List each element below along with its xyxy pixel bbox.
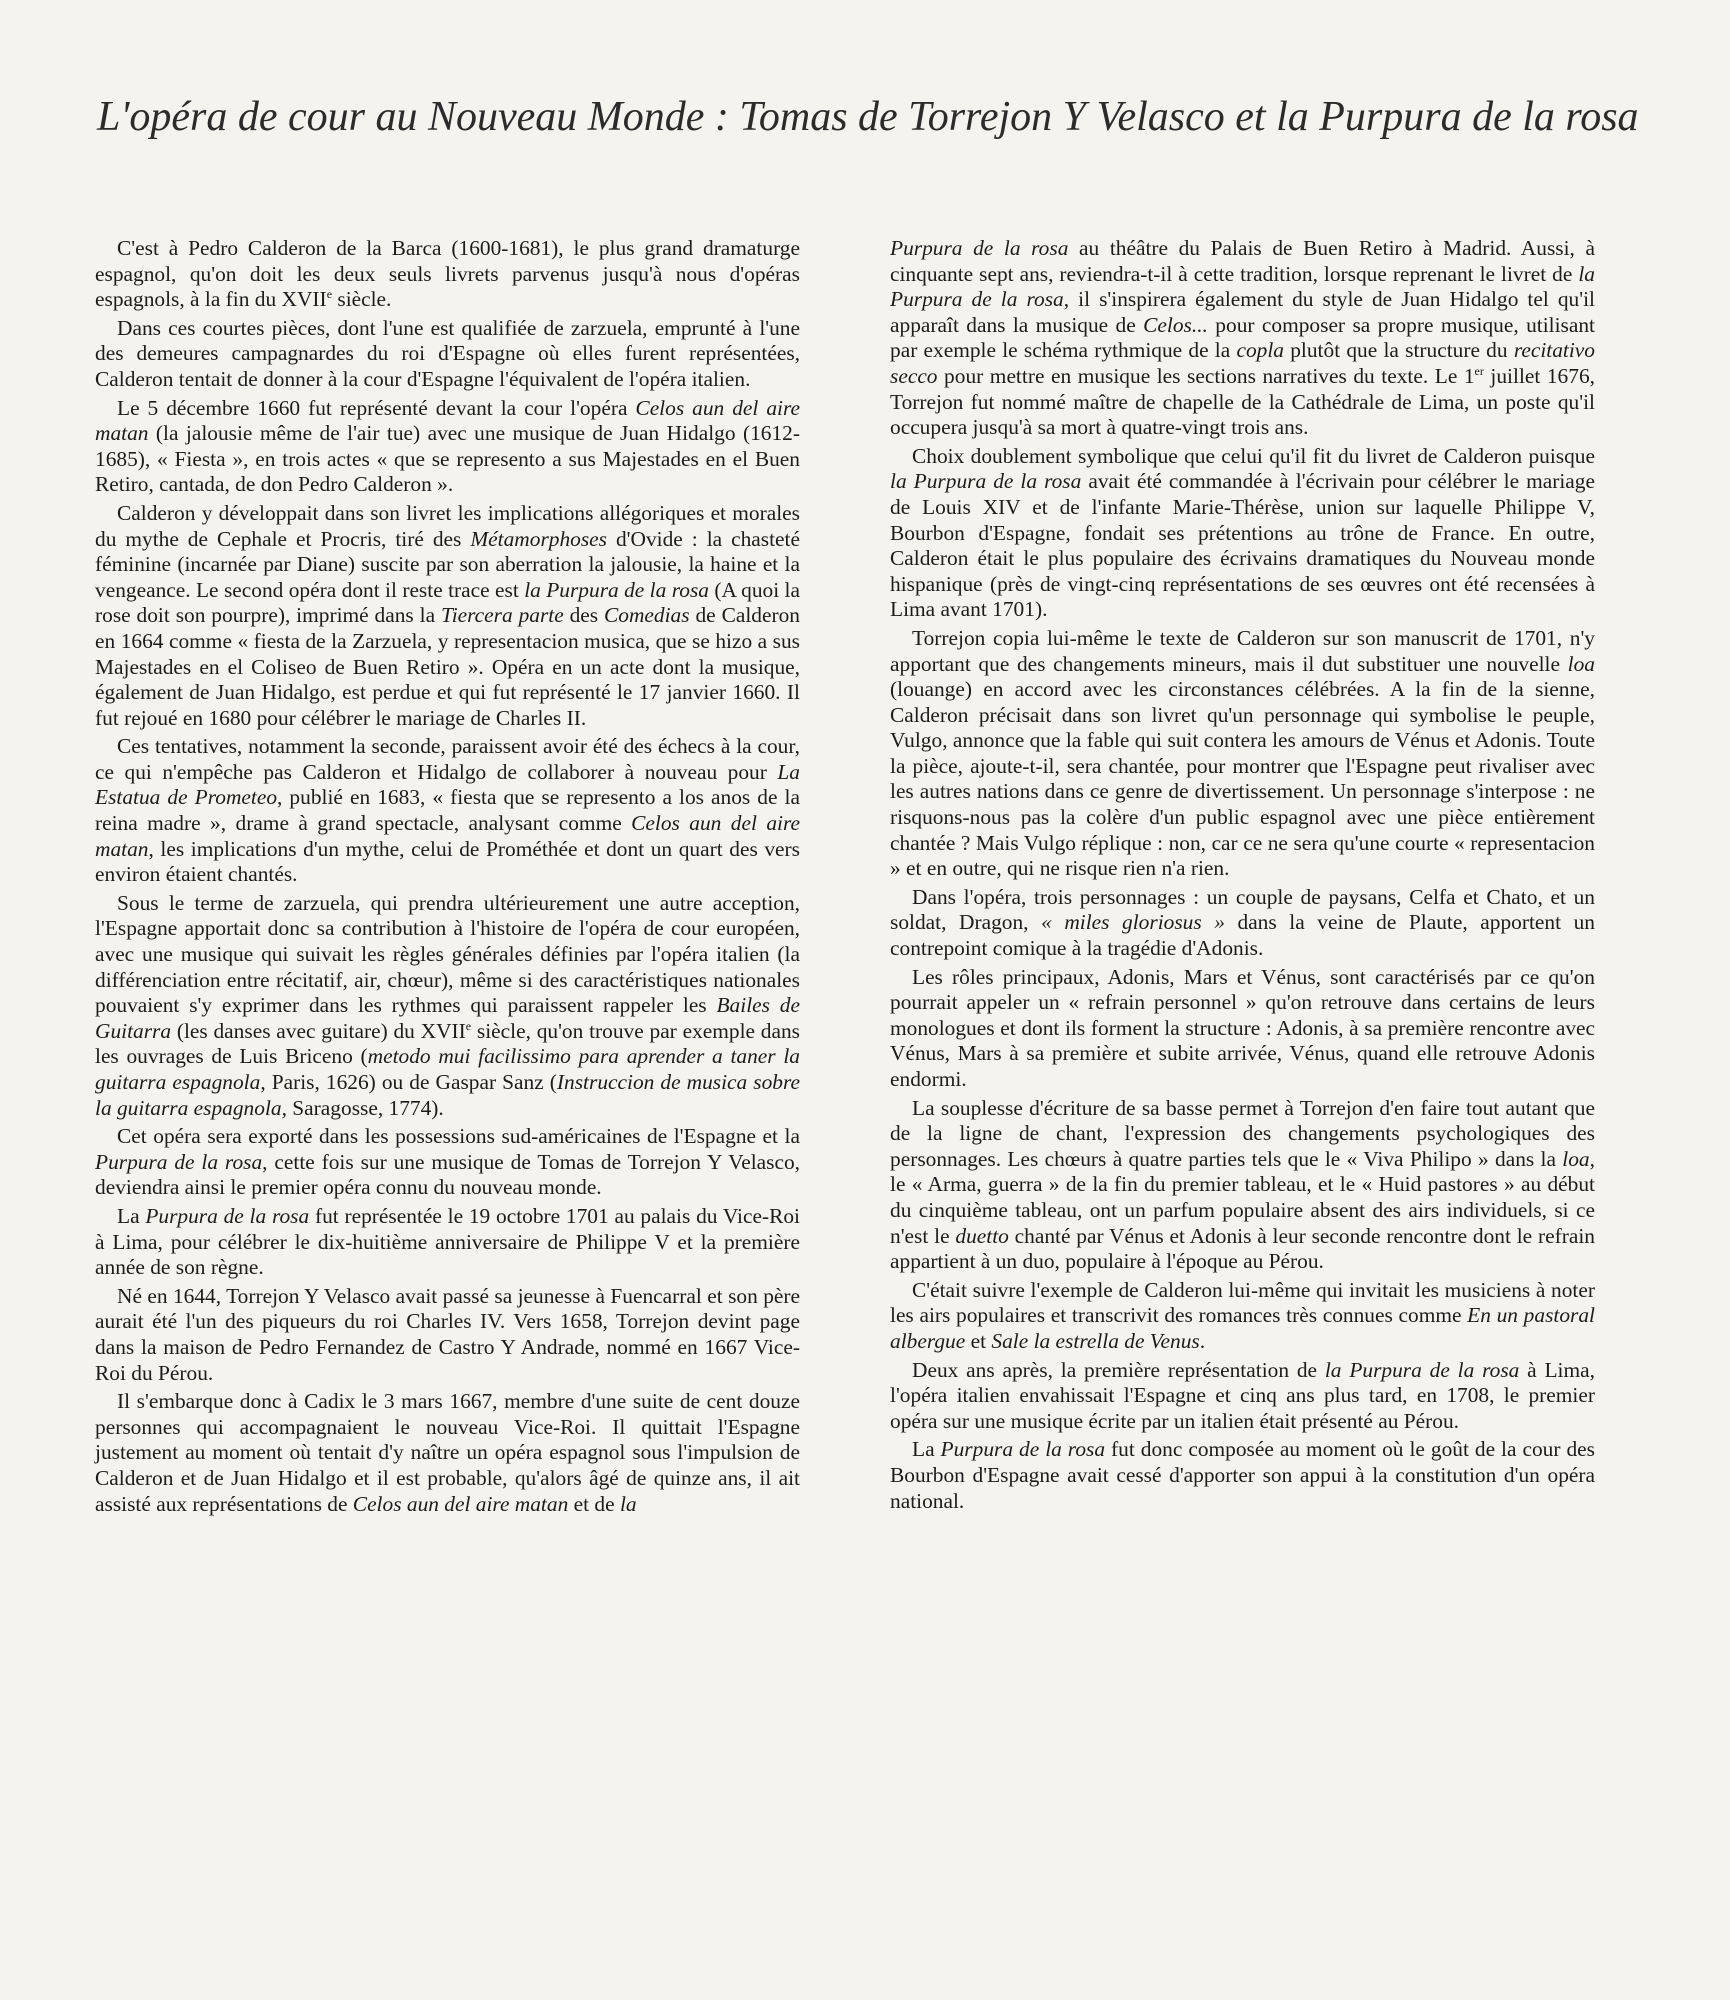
paragraph: [95, 734, 800, 888]
left-column: [95, 236, 800, 1520]
text-run: , cette fois sur une musique de Tomas de Torrejon Y Velasco, deviendra ainsi le premier opéra connu du nouveau monde.: [95, 1149, 800, 1200]
text-run: siècle.: [332, 287, 392, 312]
italic-text: Sale la estrella de Venus: [991, 1328, 1200, 1353]
italic-text: la Purpura de la rosa: [890, 469, 1082, 494]
paragraph: [890, 444, 1595, 623]
italic-text: Celos aun del aire matan: [95, 811, 800, 861]
text-run: juillet 1676, Torrejon fut nommé maître de chapelle de la Cathédrale de Lima, un poste qu'il occupera jusqu'à sa mort à quatre-vingt trois ans.: [890, 363, 1595, 440]
superscript: er: [1474, 363, 1484, 378]
paragraph: [890, 1358, 1595, 1435]
text-run: (les danses avec guitare) du XVII: [171, 1018, 466, 1043]
text-run: Dans ces courtes pièces, dont l'une est qualifiée de zarzuela, emprunté à l'une des demeures campagnardes du roi d'Espagne où elles furent représentées, Calderon tentait de donner à la cour d'Espagne l'équivalent de l'opéra italien.: [95, 315, 800, 391]
italic-text: la Purpura de la rosa: [890, 261, 1595, 312]
italic-text: Bailes de Guitarra: [95, 993, 800, 1043]
text-run: Deux ans après, la première représentation de: [912, 1357, 1325, 1382]
text-run: C'est à Pedro Calderon de la Barca (1600-1681), le plus grand dramaturge espagnol, qu'on doit les deux seuls livrets parvenus jusqu'à nous d'opéras espagnols, à la fin du XVII: [95, 236, 800, 312]
paragraph: [890, 885, 1595, 962]
paragraph: [890, 1278, 1595, 1355]
paragraph: [890, 1437, 1595, 1514]
italic-text: Purpura de la rosa: [95, 1149, 263, 1174]
text-run: Dans l'opéra, trois personnages : un couple de paysans, Celfa et Chato, et un soldat, Dragon,: [890, 884, 1595, 935]
text-run: Torrejon copia lui-même le texte de Calderon sur son manuscrit de 1701, n'y apportant que des changements mineurs, mais il dut substituer une nouvelle: [890, 625, 1595, 676]
italic-text: Comedias: [604, 603, 690, 628]
text-run: avait été commandée à l'écrivain pour célébrer le mariage de Louis XIV et de l'infante Marie-Thérèse, union sur laquelle Philippe V, Bourbon d'Espagne, fondait ses prétentions au trône de France. En outre, Calderon était le plus populaire des écrivains dramatiques du Nouveau monde hispanique (près de vingt-cinq représentations de ses œuvres ont été recensées à Lima avant 1701).: [890, 469, 1595, 622]
text-run: , publié en 1683, « fiesta que se represento a los anos de la reina madre », drame à grand spectacle, analysant comme: [95, 785, 800, 836]
text-run: siècle, qu'on trouve par exemple dans les ouvrages de Luis Briceno (: [95, 1018, 800, 1069]
text-run: Choix doublement symbolique que celui qu'il fit du livret de Calderon puisque: [912, 443, 1595, 468]
text-run: , le « Arma, guerra » de la fin du premier tableau, et le « Huid pastores » au début du cinquième tableau, ont un parfum populaire absent des airs individuels, si ce n'est le: [890, 1146, 1595, 1248]
paragraph: [95, 1204, 800, 1281]
italic-text: copla: [1236, 338, 1284, 363]
italic-text: metodo mui facilissimo para aprender a taner la guitarra espagnola: [95, 1044, 800, 1094]
paragraph: [95, 1124, 800, 1201]
text-run: chanté par Vénus et Adonis à leur seconde rencontre dont le refrain appartient à un duo, populaire à l'époque au Pérou.: [890, 1223, 1595, 1274]
text-run: (A quoi la rose doit son pourpre), imprimé dans la: [95, 577, 800, 628]
italic-text: la: [619, 1491, 637, 1516]
italic-text: loa: [1567, 651, 1595, 676]
italic-text: La Estatua de Prometeo: [95, 759, 800, 810]
paragraph: [95, 396, 800, 498]
italic-text: Purpura de la rosa: [890, 236, 1069, 260]
italic-text: la Purpura de la rosa: [524, 577, 709, 602]
superscript: e: [326, 287, 333, 302]
text-run: Il s'embarque donc à Cadix le 3 mars 1667, membre d'une suite de cent douze personnes qui accompagnaient le nouveau Vice-Roi. Il quittait l'Espagne justement au moment où tentait d'y naître un opéra espagnol sous l'impulsion de Calderon et de Juan Hidalgo et il est probable, qu'alors âgé de quinze ans, il ait assisté aux représentations de: [95, 1389, 800, 1516]
italic-text: loa: [1562, 1146, 1590, 1171]
text-run: Le 5 décembre 1660 fut représenté devant la cour l'opéra: [117, 395, 636, 420]
text-run: fut donc composée au moment où le goût de la cour des Bourbon d'Espagne avait cessé d'apporter son appui à la constitution d'un opéra national.: [890, 1437, 1595, 1513]
text-run: La: [912, 1437, 941, 1462]
text-run: et de: [568, 1491, 620, 1516]
text-run: au théâtre du Palais de Buen Retiro à Madrid. Aussi, à cinquante sept ans, reviendra-t-il à cette tradition, lorsque reprenant le livret de: [890, 236, 1595, 286]
italic-text: Tiercera parte: [440, 603, 564, 628]
italic-text: En un pastoral albergue: [890, 1303, 1595, 1353]
paragraph: [890, 626, 1595, 882]
paragraph: [890, 965, 1595, 1093]
italic-text: Celos...: [1143, 312, 1208, 337]
italic-text: recitativo secco: [890, 338, 1595, 388]
text-run: (la jalousie même de l'air tue) avec une musique de Juan Hidalgo (1612-1685), « Fiesta », en trois actes « que se represento a sus Majestades en el Buen Retiro, cantada, de don Pedro Calderon ».: [95, 421, 800, 497]
italic-text: Instruccion de musica sobre la guitarra espagnola: [95, 1070, 801, 1120]
superscript: e: [465, 1018, 472, 1033]
text-run: Né en 1644, Torrejon Y Velasco avait passé sa jeunesse à Fuencarral et son père aurait été l'un des piqueurs du roi Charles IV. Vers 1658, Torrejon devint page dans la maison de Pedro Fernandez de Castro Y Andrade, nommé en 1667 Vice-Roi du Pérou.: [95, 1283, 800, 1385]
text-run: d'Ovide : la chasteté féminine (incarnée par Diane) suscite par son aberration la jalousie, la haine et la vengeance. Le second opéra dont il reste trace est: [95, 526, 800, 602]
text-run: pour mettre en musique les sections narratives du texte. Le 1: [937, 363, 1475, 388]
paragraph: [95, 236, 800, 313]
text-run: , il s'inspirera également du style de Juan Hidalgo tel qu'il apparaît dans la musique de: [890, 287, 1595, 337]
paragraph: [95, 1389, 800, 1517]
text-run: de Calderon en 1664 comme « fiesta de la Zarzuela, y representacion musica, que se hizo a sus Majestades en el Coliseo de Buen Retiro ». Opéra en un acte dont la musique, également de Juan Hidalgo, est perdue et qui fut représenté le 17 janvier 1660. Il fut rejoué en 1680 pour célébrer le mariage de Charles II.: [95, 603, 800, 730]
text-run: des: [563, 603, 605, 628]
paragraph: [95, 1284, 800, 1386]
text-run: pour composer sa propre musique, utilisant par exemple le schéma rythmique de la: [890, 312, 1596, 363]
text-run: La souplesse d'écriture de sa basse permet à Torrejon d'en faire tout autant que de la ligne de chant, l'expression des changements psychologiques des personnages. Les chœurs à quatre parties tels que le « Viva Philipo » dans la: [890, 1095, 1595, 1171]
text-run: , Saragosse, 1774).: [281, 1095, 444, 1120]
text-run: Calderon y développait dans son livret les implications allégoriques et morales du mythe de Cephale et Procris, tiré des: [95, 500, 800, 551]
italic-text: Purpura de la rosa: [145, 1203, 310, 1228]
paragraph: [890, 1096, 1595, 1275]
italic-text: la Purpura de la rosa: [1324, 1357, 1520, 1382]
text-run: et: [965, 1328, 992, 1353]
paragraph: [95, 501, 800, 731]
text-run: dans la veine de Plaute, apportent un contrepoint comique à la tragédie d'Adonis.: [890, 910, 1595, 961]
text-run: La: [117, 1203, 146, 1228]
text-run: (louange) en accord avec les circonstances célébrées. A la fin de la sienne, Calderon précisait dans son livret qu'un personnage qui symbolise le peuple, Vulgo, annonce que la fable qui suit contera les amours de Vénus et Adonis. Toute la pièce, ajoute-t-il, sera chantée, pour montrer que l'Espagne peut rivaliser avec les autres nations dans ce genre de divertissement. Un personnage s'interpose : ne risquons-nous pas la colère d'un public espagnol avec une pièce entièrement chantée ? Mais Vulgo réplique : non, car ce ne sera qu'une courte « representacion » et en outre, qui ne risque rien n'a rien.: [890, 677, 1595, 881]
italic-text: Celos aun del aire matan: [95, 395, 800, 446]
text-run: , Paris, 1626) ou de Gaspar Sanz (: [260, 1070, 557, 1094]
text-run: Ces tentatives, notamment la seconde, paraissent avoir été des échecs à la cour, ce qui n'empêche pas Calderon et Hidalgo de collaborer à nouveau pour: [95, 734, 800, 784]
italic-text: Celos aun del aire matan: [352, 1491, 569, 1516]
paragraph: [890, 236, 1595, 441]
text-run: Les rôles principaux, Adonis, Mars et Vénus, sont caractérisés par ce qu'on pourrait appeler un « refrain personnel » qu'on retrouve dans certains de leurs monologues et dont ils forment la structure : Adonis, à sa première rencontre avec Vénus, Mars à sa première et subite arrivée, Vénus, quand elle retrouve Adonis endormi.: [890, 964, 1595, 1091]
italic-text: Métamorphoses: [470, 526, 607, 551]
text-run: à Lima, l'opéra italien envahissait l'Espagne et cinq ans plus tard, en 1708, le premier opéra sur une musique écrite par un italien était présenté au Pérou.: [890, 1357, 1595, 1433]
right-column: [890, 236, 1595, 1517]
text-run: C'était suivre l'exemple de Calderon lui-même qui invitait les musiciens à noter les airs populaires et transcrivit des romances très connues comme: [890, 1277, 1595, 1328]
italic-text: « miles gloriosus »: [1041, 910, 1225, 935]
paragraph: [95, 316, 800, 393]
italic-text: Purpura de la rosa: [940, 1437, 1106, 1462]
italic-text: duetto: [955, 1223, 1009, 1248]
text-run: .: [1199, 1328, 1206, 1353]
text-run: , les implications d'un mythe, celui de Prométhée et dont un quart des vers environ étaient chantés.: [95, 836, 800, 887]
text-run: plutôt que la structure du: [1284, 338, 1514, 363]
text-run: Cet opéra sera exporté dans les possessions sud-américaines de l'Espagne et la: [117, 1124, 800, 1149]
article-title: L'opéra de cour au Nouveau Monde : Tomas de Torrejon Y Velasco et la Purpura de la rosa: [97, 94, 1639, 140]
text-run: fut représentée le 19 octobre 1701 au palais du Vice-Roi à Lima, pour célébrer le dix-huitième anniversaire de Philippe V et la première année de son règne.: [95, 1203, 800, 1280]
text-run: Sous le terme de zarzuela, qui prendra ultérieurement une autre acception, l'Espagne apportait donc sa contribution à l'histoire de l'opéra de cour européen, avec une musique qui suivait les règles générales définies par l'opéra italien (la différenciation entre récitatif, air, chœur), même si des caractéristiques nationales pouvaient s'y exprimer dans les rythmes qui paraissent rappeler les: [95, 890, 800, 1018]
paragraph: [95, 891, 800, 1121]
